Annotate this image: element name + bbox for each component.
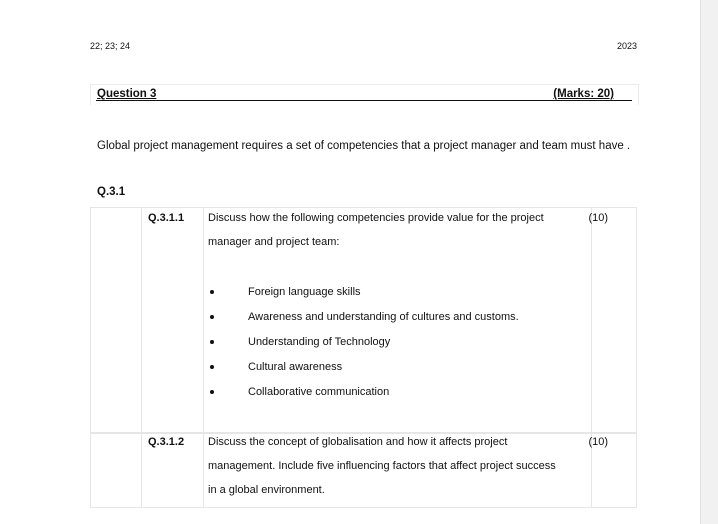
header-year: 2023 xyxy=(616,41,637,51)
table-divider xyxy=(591,208,592,432)
item-number: Q.3.1.1 xyxy=(148,212,185,224)
list-item-text: Collaborative communication xyxy=(248,386,390,398)
bullet-icon xyxy=(210,340,214,344)
bullet-icon xyxy=(210,365,214,369)
item-marks: (10) xyxy=(588,212,608,224)
list-item-text: Cultural awareness xyxy=(248,361,343,373)
list-item-text: Understanding of Technology xyxy=(248,336,391,348)
item-text: Discuss how the following competencies provide value for the project manager and project team: xyxy=(208,212,544,248)
bullet-icon xyxy=(210,315,214,319)
table-divider xyxy=(141,434,142,507)
list-item xyxy=(208,306,519,331)
list-item-text: Foreign language skills xyxy=(248,286,361,298)
question-title: Question 3 xyxy=(97,88,157,100)
question-marks: (Marks: 20) xyxy=(553,88,614,100)
page-edge xyxy=(700,0,718,524)
item-marks: (10) xyxy=(588,436,608,448)
item-text: Discuss the concept of globalisation and how it affects project management. Include five influencing factors that affect project success in a global environment. xyxy=(208,436,556,496)
bullet-icon xyxy=(210,390,214,394)
list-item xyxy=(208,356,519,381)
item-number: Q.3.1.2 xyxy=(148,436,185,448)
list-item xyxy=(208,331,519,356)
list-item-text: Awareness and understanding of cultures and customs. xyxy=(248,311,519,323)
table-divider xyxy=(203,208,204,432)
table-divider xyxy=(141,208,142,432)
list-item xyxy=(208,381,519,406)
competency-list xyxy=(208,281,519,406)
question-intro: Global project management requires a set of competencies that a project manager and team must have . xyxy=(97,140,631,152)
header-left-text: 22; 23; 24 xyxy=(90,41,131,51)
list-item xyxy=(208,281,519,306)
section-label: Q.3.1 xyxy=(97,186,126,198)
table-divider xyxy=(203,434,204,507)
question-underline xyxy=(96,100,632,101)
bullet-icon xyxy=(210,290,214,294)
